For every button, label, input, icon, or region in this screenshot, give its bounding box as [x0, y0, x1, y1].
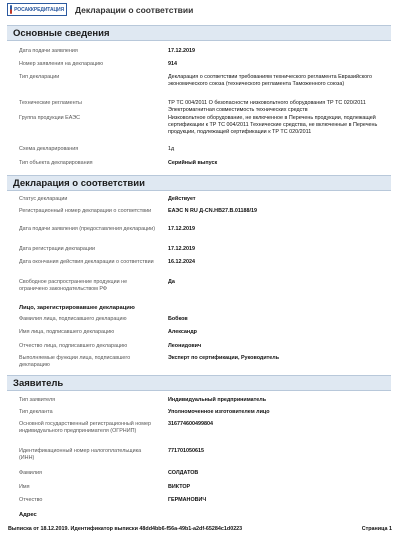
address-subheading: Адрес	[19, 512, 37, 518]
field-label: Имя	[19, 484, 30, 490]
field-value: Декларация о соответствии требованиям технического регламента Евразийского экономического союза (технического регламента Таможенного союза)	[168, 74, 372, 87]
field-value: ВИКТОР	[168, 484, 191, 490]
field-label: Статус декларации	[19, 196, 68, 202]
field-value: 16.12.2024	[168, 259, 195, 265]
field-label: Имя лица, подписавшего декларацию	[19, 329, 115, 335]
field-value: 17.12.2019	[168, 48, 195, 54]
signer-subheading: Лицо, зарегистрировавшее декларацию	[19, 305, 135, 311]
field-value: 771701050615	[168, 448, 204, 454]
field-label: Свободное распространение продукции не ограничено законодательством РФ	[19, 279, 128, 292]
field-value: Уполномоченное изготовителем лицо	[168, 409, 270, 415]
field-label: Тип декланта	[19, 409, 53, 415]
rosaccreditation-logo	[7, 3, 67, 16]
field-value: Серийный выпуск	[168, 160, 218, 166]
field-label: Регистрационный номер декларации о соответствии	[19, 208, 152, 214]
logo-text: РОСАККРЕДИТАЦИЯ	[14, 6, 64, 13]
section-applicant-heading: Заявитель	[7, 375, 391, 391]
field-value: 17.12.2019	[168, 226, 195, 232]
field-value: Да	[168, 279, 175, 285]
page-footer	[8, 526, 392, 533]
field-label: Схема декларирования	[19, 146, 79, 152]
field-value: 316774600499804	[168, 421, 213, 427]
field-value: Низковольтное оборудование, не включенное в Перечень продукции, подлежащей сертификации к ТР ТС 004/2011 Технические средства, не включенные в Перечень продукции, подлежащей сертификации к ТР ТС 020/2011	[168, 115, 378, 135]
field-label: Дата подачи заявления	[19, 48, 78, 54]
field-label: Отчество	[19, 497, 43, 503]
field-value: ТР ТС 004/2011 О безопасности низковольтного оборудования ТР ТС 020/2011 Электромагнитная совместимость технических средств	[168, 100, 366, 113]
field-value: 1д	[168, 146, 175, 152]
page-title: Декларации о соответствии	[75, 4, 194, 15]
field-label: Номер заявления на декларацию	[19, 61, 104, 67]
field-value: Леонидович	[168, 343, 202, 349]
field-value: 17.12.2019	[168, 246, 195, 252]
field-label: Тип объекта декларирования	[19, 160, 93, 166]
field-value: ГЕРМАНОВИЧ	[168, 497, 207, 503]
field-label: Отчество лица, подписавшего декларацию	[19, 343, 128, 349]
extract-id-text: Выписка от 18.12.2019. Идентификатор выписки 48dd4bb6-f56a-49b1-a2df-65284c1d0223	[8, 526, 243, 532]
field-label: Группа продукции ЕАЭС	[19, 115, 81, 121]
field-value: Индивидуальный предприниматель	[168, 397, 267, 403]
emblem-icon	[10, 5, 12, 14]
field-label: Дата подачи заявления (предоставления декларации)	[19, 226, 155, 232]
document-header	[7, 2, 193, 17]
field-label: Идентификационный номер налогоплательщика (ИНН)	[19, 448, 142, 461]
section-declaration-heading: Декларация о соответствии	[7, 175, 391, 191]
field-label: Основной государственный регистрационный номер индивидуального предпринимателя (ОГРНИП)	[19, 421, 151, 434]
field-label: Дата окончания действия декларации о соответствии	[19, 259, 154, 265]
field-label: Тип заявителя	[19, 397, 56, 403]
field-label: Выполняемые функции лица, подписавшего декларацию	[19, 355, 131, 368]
field-value: Александр	[168, 329, 197, 335]
section-basic-heading: Основные сведения	[7, 25, 391, 41]
field-value: Бобков	[168, 316, 188, 322]
field-label: Технические регламенты	[19, 100, 82, 106]
page-number: Страница 1	[361, 526, 392, 532]
field-value: Действует	[168, 196, 196, 202]
field-label: Дата регистрации декларации	[19, 246, 95, 252]
field-label: Фамилия лица, подписавшего декларацию	[19, 316, 127, 322]
field-value: 914	[168, 61, 177, 67]
field-value: СОЛДАТОВ	[168, 470, 199, 476]
field-value: Эксперт по сертификации, Руководитель	[168, 355, 280, 361]
field-label: Тип декларации	[19, 74, 60, 80]
field-label: Фамилия	[19, 470, 42, 476]
field-value: ЕАЭС N RU Д-CN.НВ27.В.01188/19	[168, 208, 258, 214]
